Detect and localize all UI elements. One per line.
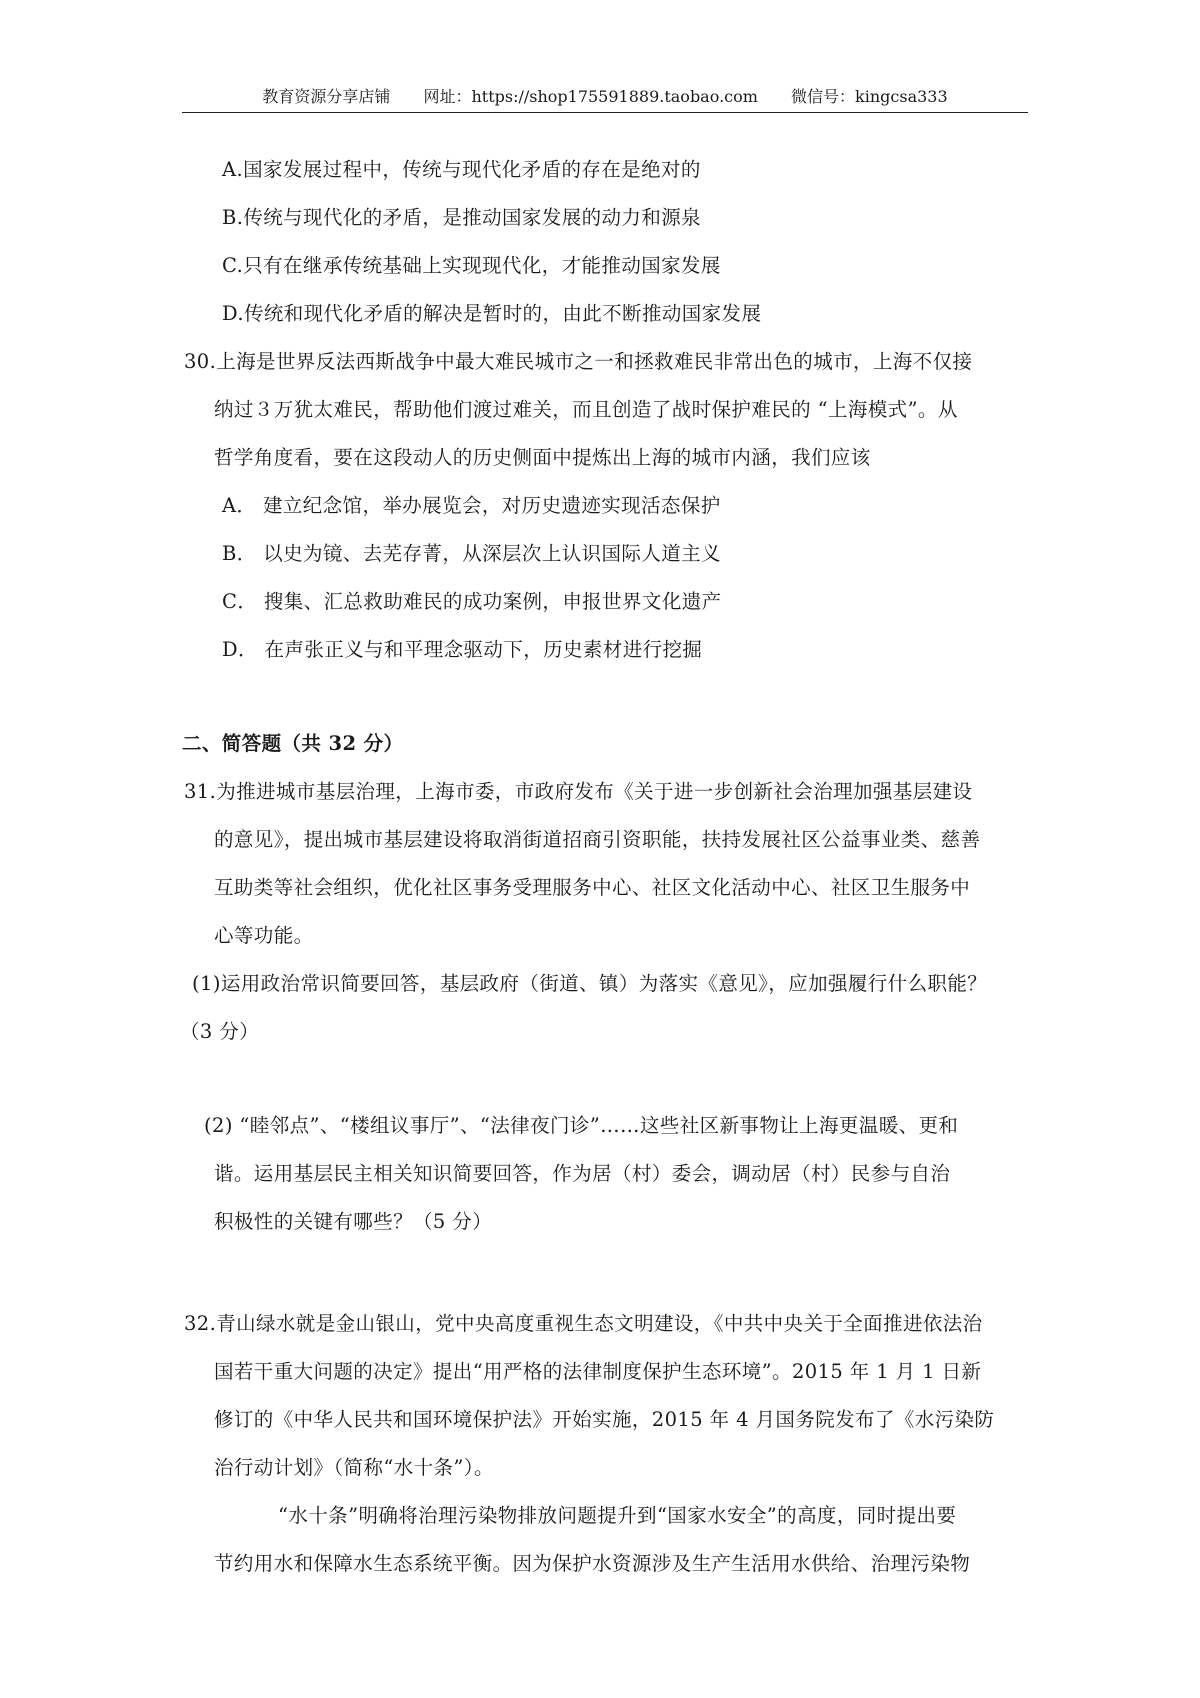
q31-sub1-line-1: (1)运用政治常识简要回答，基层政府（街道、镇）为落实《意见》，应加强履行什么职能？ xyxy=(192,972,988,995)
q30-option-c: C． 搜集、汇总救助难民的成功案例，申报世界文化遗产 xyxy=(222,590,722,613)
q30-option-a: A． 建立纪念馆，举办展览会，对历史遗迹实现活态保护 xyxy=(222,494,721,517)
q32-paragraph-line-1: “水十条”明确将治理污染物排放问题提升到“国家水安全”的高度，同时提出要 xyxy=(278,1504,957,1527)
q32-stem-line-1: 32.青山绿水就是金山银山，党中央高度重视生态文明建设，《中共中央关于全面推进依法治 xyxy=(184,1312,983,1335)
q29-option-c: C.只有在继承传统基础上实现现代化，才能推动国家发展 xyxy=(222,254,721,277)
q32-paragraph-line-2: 节约用水和保障水生态系统平衡。因为保护水资源涉及生产生活用水供给、治理污染物 xyxy=(214,1552,971,1575)
q29-option-a: A.国家发展过程中，传统与现代化矛盾的存在是绝对的 xyxy=(222,158,701,181)
q31-sub2-line-2: 谐。运用基层民主相关知识简要回答，作为居（村）委会，调动居（村）民参与自治 xyxy=(214,1162,951,1185)
wechat-id: 微信号：kingcsa333 xyxy=(791,87,948,106)
q32-stem-line-4: 治行动计划》（简称“水十条”）。 xyxy=(214,1456,494,1479)
q30-stem-line-1: 30.上海是世界反法西斯战争中最大难民城市之一和拯救难民非常出色的城市，上海不仅接 xyxy=(184,350,973,373)
page-header xyxy=(182,86,1028,113)
q30-option-b: B． 以史为镜、去芜存菁，从深层次上认识国际人道主义 xyxy=(222,542,721,565)
section-title: 二、简答题（共 32 分） xyxy=(182,732,404,755)
q31-stem-line-3: 互助类等社会组织，优化社区事务受理服务中心、社区文化活动中心、社区卫生服务中 xyxy=(214,876,971,899)
q31-sub2-line-3: 积极性的关键有哪些？（5 分） xyxy=(214,1210,493,1233)
q32-stem-line-2: 国若干重大问题的决定》提出“用严格的法律制度保护生态环境”。2015 年 1 月 1 日新 xyxy=(214,1360,982,1383)
q31-stem-line-1: 31.为推进城市基层治理，上海市委，市政府发布《关于进一步创新社会治理加强基层建设 xyxy=(184,780,973,803)
q29-option-b: B.传统与现代化的矛盾，是推动国家发展的动力和源泉 xyxy=(222,206,702,229)
q31-stem-line-2: 的意见》，提出城市基层建设将取消街道招商引资职能，扶持发展社区公益事业类、慈善 xyxy=(214,828,981,851)
q31-sub1-line-2: （3 分） xyxy=(180,1020,260,1043)
q29-option-d: D.传统和现代化矛盾的解决是暂时的，由此不断推动国家发展 xyxy=(222,302,762,325)
q32-stem-line-3: 修订的《中华人民共和国环境保护法》开始实施，2015 年 4 月国务院发布了《水污染防 xyxy=(214,1408,995,1431)
q30-option-d: D． 在声张正义与和平理念驱动下，历史素材进行挖掘 xyxy=(222,638,703,661)
q30-stem-line-3: 哲学角度看，要在这段动人的历史侧面中提炼出上海的城市内涵，我们应该 xyxy=(214,446,871,469)
q31-stem-line-4: 心等功能。 xyxy=(214,924,314,947)
q30-stem-line-2: 纳过３万犹太难民，帮助他们渡过难关，而且创造了战时保护难民的 “上海模式”。从 xyxy=(214,398,958,421)
shop-name: 教育资源分享店铺 xyxy=(262,87,391,106)
shop-url: 网址：https://shop175591889.taobao.com xyxy=(423,87,758,106)
q31-sub2-line-1: (2) “睦邻点”、“楼组议事厅”、“法律夜门诊”……这些社区新事物让上海更温暖、更和 xyxy=(204,1114,959,1137)
